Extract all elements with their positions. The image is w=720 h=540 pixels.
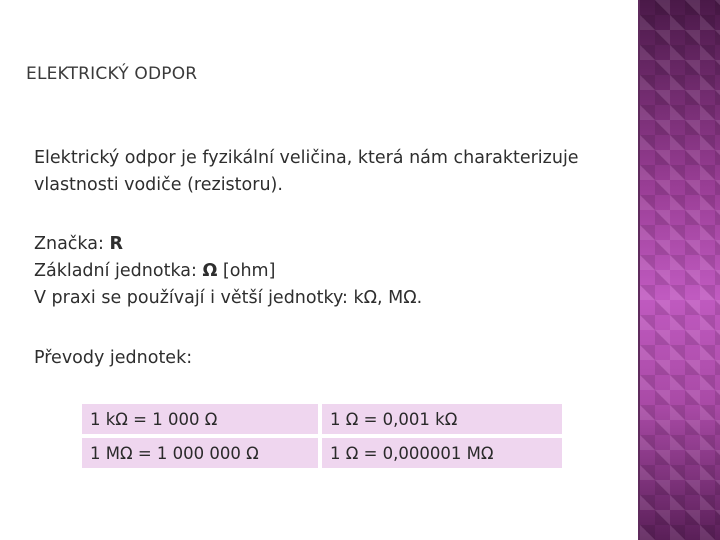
table-cell: 1 MΩ = 1 000 000 Ω [82,438,322,468]
table-cell: 1 Ω = 0,001 kΩ [322,404,562,434]
table-cell: 1 kΩ = 1 000 Ω [82,404,322,434]
decorative-side-panel [640,0,720,540]
larger-units-text: V praxi se používají i větší jednotky: kΩ, MΩ. [34,288,423,308]
conversion-table [82,400,562,472]
symbol-value: R [109,234,123,254]
unit-value: Ω [202,261,218,281]
properties-block [34,231,422,312]
unit-name: [ohm] [217,261,276,281]
intro-paragraph: Elektrický odpor je fyzikální veličina, která nám charakterizuje vlastnosti vodiče (rezistoru). [34,148,579,195]
slide-title: ELEKTRICKÝ ODPOR [26,64,198,84]
conversions-heading: Převody jednotek: [34,348,193,368]
table-row [82,438,562,468]
table-row [82,404,562,434]
unit-label: Základní jednotka: [34,261,203,281]
table-cell: 1 Ω = 0,000001 MΩ [322,438,562,468]
symbol-label: Značka: [34,234,110,254]
